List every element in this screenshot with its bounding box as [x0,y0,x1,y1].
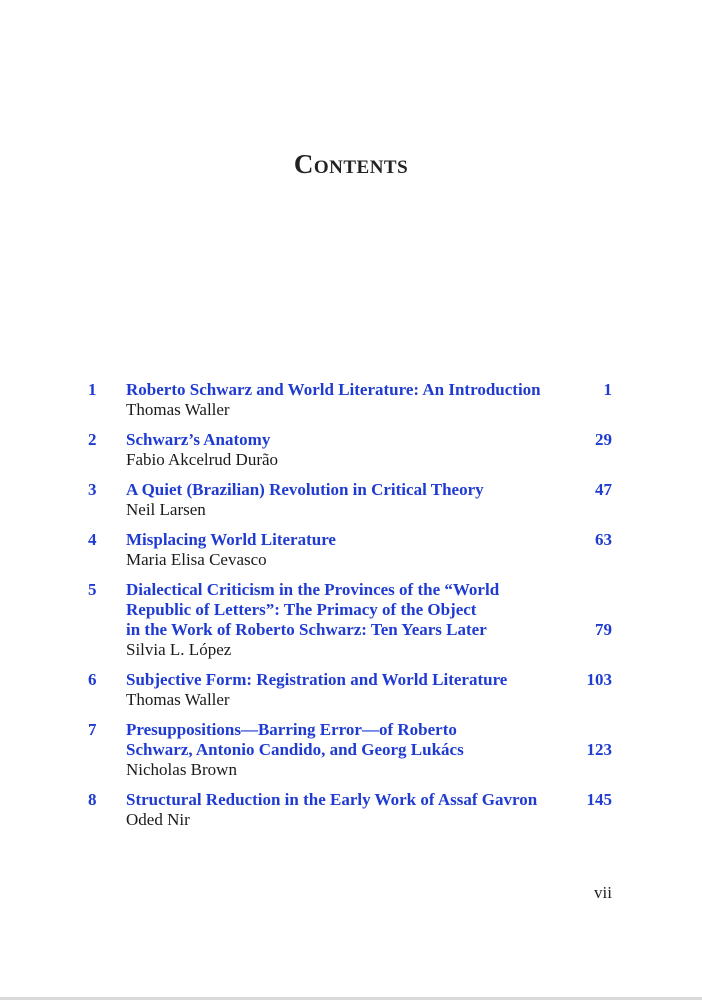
chapter-title-link[interactable]: A Quiet (Brazilian) Revolution in Critical Theory [126,480,484,499]
table-of-contents [88,380,614,840]
chapter-author: Fabio Akcelrud Durão [126,450,279,469]
chapter-author: Nicholas Brown [126,760,237,779]
chapter-author: Maria Elisa Cevasco [126,550,267,569]
chapter-number: 4 [88,530,97,549]
chapter-number: 1 [88,380,97,399]
chapter-title-link[interactable]: Subjective Form: Registration and World Literature [126,670,508,689]
chapter-number: 6 [88,670,97,689]
chapter-title-link[interactable]: Structural Reduction in the Early Work of Assaf Gavron [126,790,538,809]
toc-entry-5[interactable] [88,580,614,660]
toc-entry-8[interactable] [88,790,614,830]
chapter-number: 8 [88,790,97,809]
chapter-number: 7 [88,720,97,739]
chapter-title-link[interactable]: Presuppositions—Barring Error—of Roberto Schwarz, Antonio Candido, and Georg Lukács [126,720,464,759]
chapter-page-number[interactable]: 145 [586,790,612,809]
chapter-page-number[interactable]: 103 [586,670,612,689]
chapter-author: Silvia L. López [126,640,232,659]
chapter-number: 2 [88,430,97,449]
toc-entry-6[interactable] [88,670,614,710]
page-folio: vii [594,883,612,902]
chapter-number: 5 [88,580,97,599]
chapter-title-link[interactable]: Roberto Schwarz and World Literature: An Introduction [126,380,541,399]
toc-entry-3[interactable] [88,480,614,520]
chapter-author: Thomas Waller [126,690,230,709]
chapter-title-link[interactable]: Schwarz’s Anatomy [126,430,271,449]
toc-entry-7[interactable] [88,720,614,780]
chapter-page-number[interactable]: 79 [595,620,612,639]
page-title: Contents [293,149,409,180]
chapter-page-number[interactable]: 1 [603,380,612,399]
chapter-author: Oded Nir [126,810,190,829]
chapter-author: Thomas Waller [126,400,230,419]
toc-entry-4[interactable] [88,530,614,570]
chapter-author: Neil Larsen [126,500,206,519]
chapter-title-link[interactable]: Dialectical Criticism in the Provinces of the “World Republic of Letters”: The Primacy of the Object in the Work of Roberto Schwarz: Ten Years Later [126,580,500,639]
chapter-page-number[interactable]: 63 [595,530,612,549]
chapter-page-number[interactable]: 47 [595,480,612,499]
chapter-title-link[interactable]: Misplacing World Literature [126,530,336,549]
chapter-page-number[interactable]: 29 [595,430,612,449]
toc-entry-1[interactable] [88,380,614,420]
toc-entry-2[interactable] [88,430,614,470]
chapter-page-number[interactable]: 123 [586,740,612,759]
chapter-number: 3 [88,480,97,499]
